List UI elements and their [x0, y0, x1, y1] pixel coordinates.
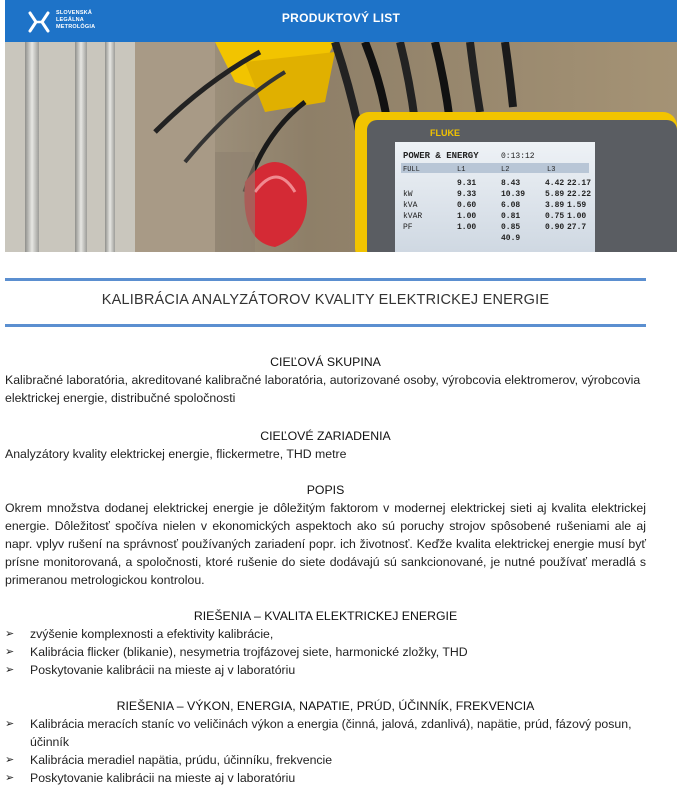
list-item — [5, 751, 646, 769]
screen-row-label: kVA — [403, 201, 418, 210]
section-heading: POPIS — [306, 483, 345, 497]
bullet-list — [5, 625, 646, 679]
screen-value: 0.60 — [457, 201, 477, 210]
bullet-arrow-icon: ➢ — [5, 772, 15, 784]
screen-value: 0.75 — [545, 212, 565, 221]
section-solutions-quality — [5, 607, 646, 679]
screen-title: POWER & ENERGY — [403, 151, 479, 161]
list-item — [5, 769, 646, 787]
screen-value: 9.31 — [457, 179, 477, 188]
screen-col: L1 — [457, 166, 466, 174]
screen-value: 1.00 — [457, 223, 477, 232]
list-item-text: Kalibrácia meracích staníc vo veličinách výkon a energia (činná, jalová, zdanlivá), napätie, prúd, fázový posun, účinník — [30, 717, 632, 749]
section-heading: RIEŠENIA – VÝKON, ENERGIA, NAPATIE, PRÚD, ÚČINNÍK, FREKVENCIA — [116, 699, 535, 713]
section-text: Kalibračné laboratória, akreditované kalibračné laboratória, autorizované osoby, výrobcovia elektromerov, výrobcovia elektrickej energie, distribučné spoločnosti — [5, 373, 641, 405]
screen-value: 5.89 — [545, 190, 565, 199]
section-heading: CIEĽOVÁ SKUPINA — [270, 355, 381, 369]
screen-value: 10.39 — [501, 190, 526, 199]
screen-col: L3 — [547, 166, 556, 174]
list-item-text: Poskytovanie kalibrácii na mieste aj v laboratóriu — [30, 771, 296, 785]
bullet-arrow-icon: ➢ — [5, 664, 15, 676]
screen-full: FULL — [403, 166, 420, 174]
list-item — [5, 715, 646, 751]
bullet-arrow-icon: ➢ — [5, 628, 15, 640]
bullet-arrow-icon: ➢ — [5, 646, 15, 658]
screen-value: 27.7 — [567, 223, 587, 232]
header-bar — [5, 0, 677, 42]
list-item-text: Poskytovanie kalibrácii na mieste aj v laboratóriu — [30, 663, 296, 677]
section-description — [5, 481, 646, 589]
list-item-text: Kalibrácia meradiel napätia, prúdu, účinníku, frekvencie — [30, 753, 333, 767]
list-item — [5, 643, 646, 661]
screen-value: 3.89 — [545, 201, 565, 210]
section-text: Analyzátory kvality elektrickej energie, flickermetre, THD metre — [5, 447, 347, 461]
screen-time: 0:13:12 — [501, 152, 535, 161]
screen-value: 9.33 — [457, 190, 477, 199]
document-title: KALIBRÁCIA ANALYZÁTOROV KVALITY ELEKTRICKEJ ENERGIE — [101, 292, 550, 308]
screen-value: 40.9 — [501, 234, 521, 243]
list-item — [5, 661, 646, 679]
hero-photo — [5, 42, 677, 252]
title-rule-top — [5, 278, 646, 281]
screen-value: 1.00 — [567, 212, 587, 221]
section-heading: RIEŠENIA – KVALITA ELEKTRICKEJ ENERGIE — [193, 609, 458, 623]
screen-value: 8.43 — [501, 179, 521, 188]
section-solutions-power — [5, 697, 646, 787]
bullet-arrow-icon: ➢ — [5, 754, 15, 766]
screen-value: 6.08 — [501, 201, 521, 210]
list-item — [5, 625, 646, 643]
section-target-group — [5, 353, 646, 407]
bullet-list — [5, 715, 646, 787]
screen-col: L2 — [501, 166, 510, 174]
screen-row-label: PF — [403, 223, 413, 232]
screen-row-label: kVAR — [403, 212, 423, 221]
logo-text: SLOVENSKÁ LEGÁLNA METROLÓGIA — [56, 10, 96, 30]
section-text: Okrem množstva dodanej elektrickej energie je dôležitým faktorom v modernej elektrickej sieti aj kvalita elektrickej energie. Dôležitosť spočíva nielen v ekonomických aspektoch ako sú poruchy strojov spôsobené rušeniami ale aj napr. vplyv rušení na správnosť používaných zariadení popr. ich životnosť. Keďže kvalita elektrickej energie musí byť prísne monitorovaná, a spoločnosti, ktoré rušenie do siete dodávajú sú sankcionované, je nutné používať meradlá s primeranou metrologickou kontrolou. — [5, 501, 646, 587]
screen-value: 1.59 — [567, 201, 587, 210]
document-body — [5, 353, 646, 787]
screen-value: 22.17 — [567, 179, 592, 188]
screen-value: 22.22 — [567, 190, 592, 199]
list-item-text: zvýšenie komplexnosti a efektivity kalibrácie, — [30, 627, 274, 641]
screen-value: 4.42 — [545, 179, 565, 188]
title-rule-bottom — [5, 324, 646, 327]
device-brand: FLUKE — [430, 128, 460, 138]
page-title: PRODUKTOVÝ LIST — [281, 11, 401, 25]
screen-row-label: kW — [403, 190, 413, 199]
screen-value: 1.00 — [457, 212, 477, 221]
section-heading: CIEĽOVÉ ZARIADENIA — [260, 429, 391, 443]
list-item-text: Kalibrácia flicker (blikanie), nesymetria trojfázovej siete, harmonické zložky, THD — [30, 645, 468, 659]
screen-value: 0.81 — [501, 212, 521, 221]
section-target-devices — [5, 427, 646, 463]
hero-illustration — [5, 42, 677, 252]
screen-value: 0.85 — [501, 223, 521, 232]
screen-value: 0.90 — [545, 223, 565, 232]
bullet-arrow-icon: ➢ — [5, 718, 15, 730]
